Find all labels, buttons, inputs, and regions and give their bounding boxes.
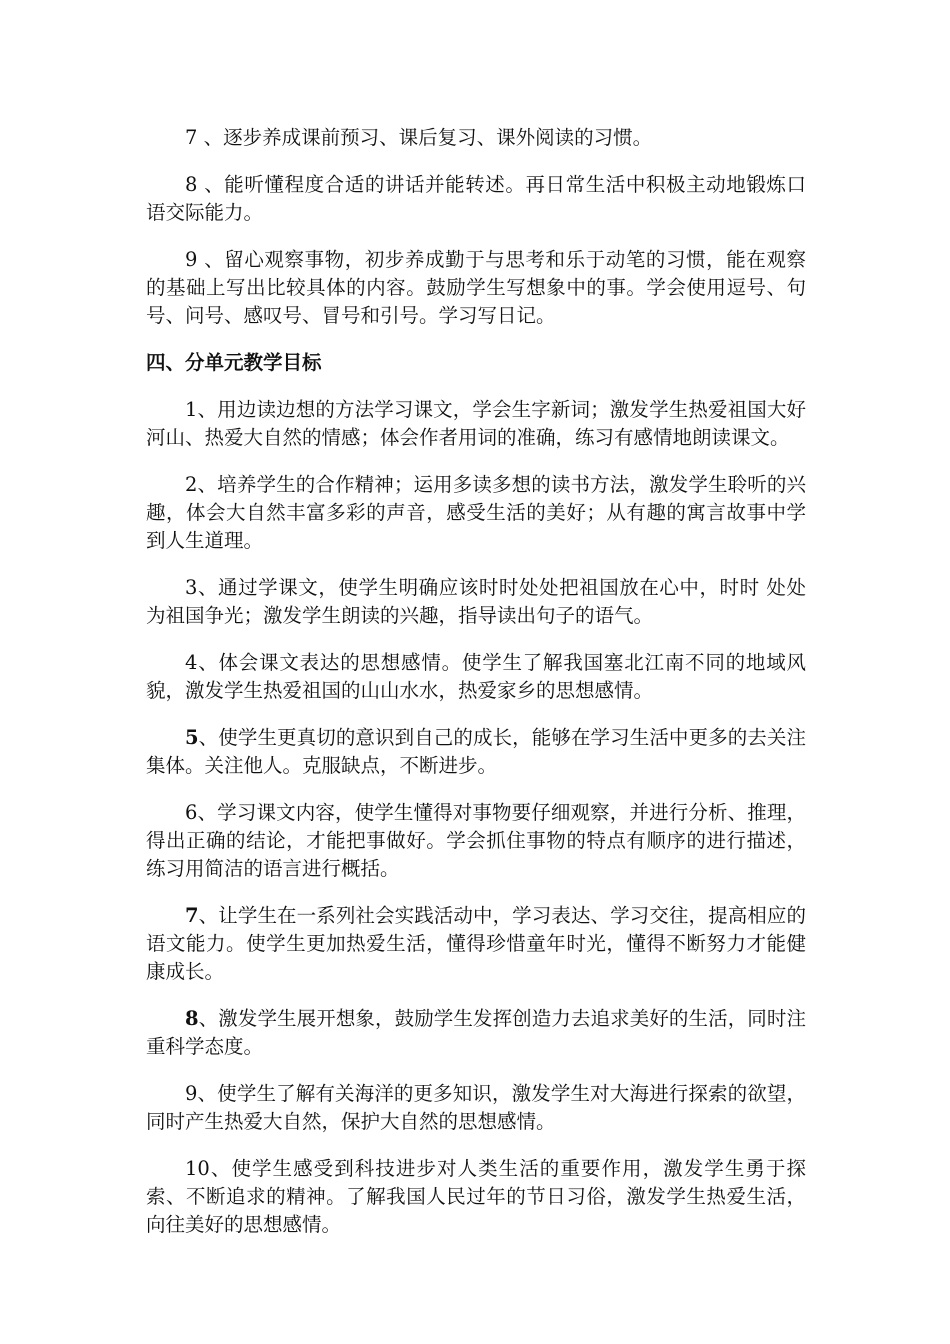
unit-goal-1 (146, 396, 806, 452)
unit-goal-9 (146, 1080, 806, 1136)
item-number: 1 (185, 398, 198, 421)
item-text: 、让学生在一系列社会实践活动中，学习表达、学习交往，提高相应的语文能力。使学生更加热爱生活，懂得珍惜童年时光，懂得不断努力才能健康成长。 (146, 904, 806, 983)
item-text: 、激发学生展开想象，鼓励学生发挥创造力去追求美好的生活，同时注重科学态度。 (146, 1007, 806, 1058)
goal-item-9 (146, 246, 806, 330)
unit-goal-8 (146, 1005, 806, 1061)
item-number: 7 (185, 126, 204, 149)
item-number: 8 (185, 1007, 199, 1030)
item-number: 5 (185, 726, 199, 749)
item-number: 7 (185, 904, 199, 927)
document-page (146, 124, 806, 1258)
item-number: 2 (185, 473, 198, 496)
item-text: 、培养学生的合作精神；运用多读多想的读书方法，激发学生聆听的兴趣，体会大自然丰富多彩的声音，感受生活的美好；从有趣的寓言故事中学到人生道理。 (146, 473, 806, 552)
item-number: 3 (185, 576, 198, 599)
item-number: 6 (185, 801, 198, 824)
item-text: 、使学生更真切的意识到自己的成长，能够在学习生活中更多的去关注集体。关注他人。克服缺点，不断进步。 (146, 726, 806, 777)
item-number: 8 (185, 173, 205, 196)
unit-goal-4 (146, 649, 806, 705)
goal-item-7 (146, 124, 806, 152)
item-text: 、使学生了解有关海洋的更多知识，激发学生对大海进行探索的欲望，同时产生热爱大自然，保护大自然的思想感情。 (146, 1082, 806, 1133)
unit-goal-10 (146, 1155, 806, 1239)
item-text: 、用边读边想的方法学习课文，学会生字新词；激发学生热爱祖国大好河山、热爱大自然的情感；体会作者用词的准确，练习有感情地朗读课文。 (146, 398, 806, 449)
item-text: 、使学生感受到科技进步对人类生活的重要作用，激发学生勇于探索、不断追求的精神。了解我国人民过年的节日习俗，激发学生热爱生活，向往美好的思想感情。 (146, 1157, 806, 1236)
item-text: 、能听懂程度合适的讲话并能转述。再日常生活中积极主动地锻炼口语交际能力。 (146, 173, 806, 224)
item-number: 9 (185, 248, 205, 271)
item-text: 、学习课文内容，使学生懂得对事物要仔细观察，并进行分析、推理，得出正确的结论，才能把事做好。学会抓住事物的特点有顺序的进行描述，练习用简洁的语言进行概括。 (146, 801, 806, 880)
goal-item-8 (146, 171, 806, 227)
item-number: 4 (185, 651, 198, 674)
section-heading: 四、分单元教学目标 (146, 351, 322, 374)
item-number: 9 (185, 1082, 198, 1105)
item-text: 、逐步养成课前预习、课后复习、课外阅读的习惯。 (203, 126, 653, 149)
unit-goal-5 (146, 724, 806, 780)
unit-goal-2 (146, 471, 806, 555)
item-text: 、通过学课文，使学生明确应该时时处处把祖国放在心中，时时 处处为祖国争光；激发学生朗读的兴趣，指导读出句子的语气。 (146, 576, 806, 627)
unit-goal-6 (146, 799, 806, 883)
unit-goal-3 (146, 574, 806, 630)
item-text: 、体会课文表达的思想感情。使学生了解我国塞北江南不同的地域风貌，激发学生热爱祖国的山山水水，热爱家乡的思想感情。 (146, 651, 806, 702)
item-text: 、留心观察事物，初步养成勤于与思考和乐于动笔的习惯，能在观察的基础上写出比较具体的内容。鼓励学生写想象中的事。学会使用逗号、句号、问号、感叹号、冒号和引号。学习写日记。 (146, 248, 806, 327)
unit-goal-7 (146, 902, 806, 986)
item-number: 10 (185, 1157, 210, 1180)
